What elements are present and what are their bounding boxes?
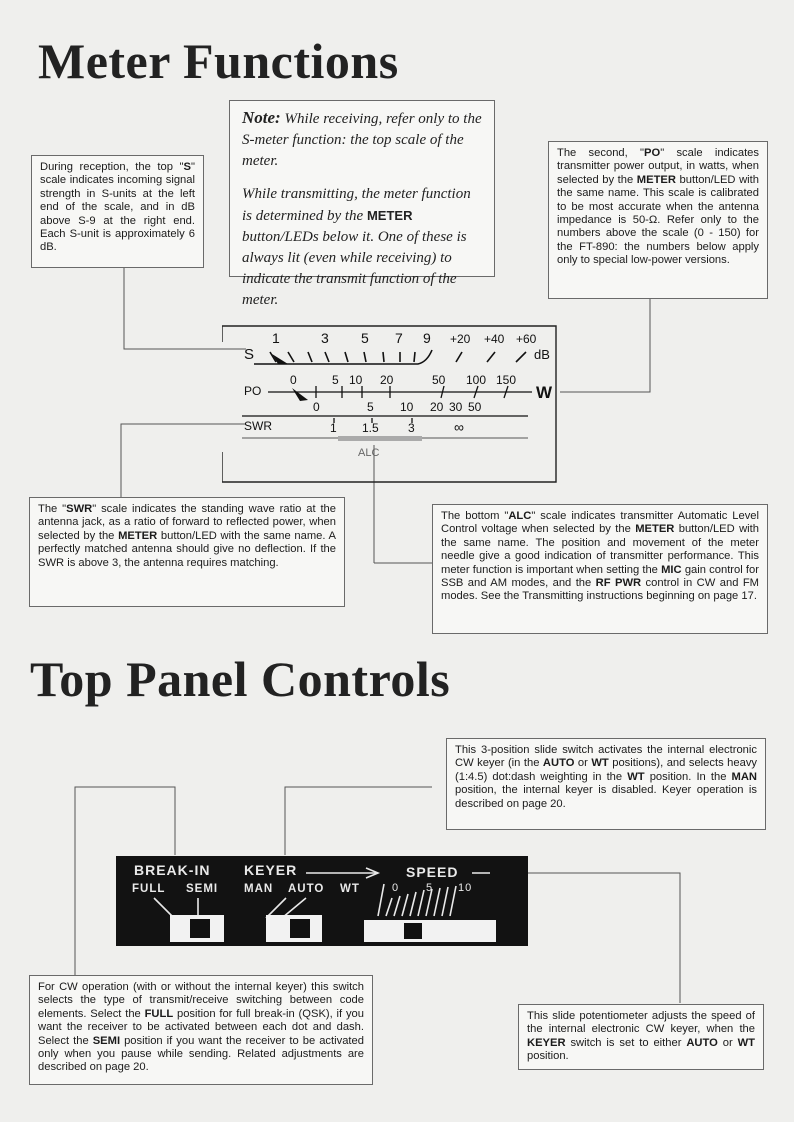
swr-tick-inf: ∞ xyxy=(454,419,464,435)
keyer-wt-label: WT xyxy=(340,883,360,895)
keyer-box-e: position, the internal keyer is disabled. Keyer operation is described on page 20. xyxy=(455,784,757,810)
swr-box-b: " scale indicates the standing wave ratio at the antenna jack, as a ratio of forward to reflected power, when selected by the xyxy=(38,503,336,542)
s-box-s: S xyxy=(183,161,192,173)
breakin-box-a: For CW operation (with or without the internal keyer) this switch selects the type of transmit/receive switching between code elements. Select the xyxy=(38,981,364,1020)
s-tick-p20: +20 xyxy=(450,332,471,346)
po-low-30: 30 xyxy=(449,400,463,414)
top-panel-controls-title: Top Panel Controls xyxy=(30,651,451,707)
s-tick-3: 3 xyxy=(321,330,329,346)
po-box-text-b: " scale indicates transmitter power output, in watts, when selected by the xyxy=(557,147,759,186)
s-tick-1: 1 xyxy=(272,330,280,346)
speed-box-wt: WT xyxy=(737,1036,755,1049)
po-low-0: 0 xyxy=(313,400,320,414)
po-low-50: 50 xyxy=(468,400,482,414)
alc-box-rfpwr: RF PWR xyxy=(595,577,642,590)
po-up-20: 20 xyxy=(380,373,394,387)
po-up-0: 0 xyxy=(290,373,297,387)
speed-10-label: 10 xyxy=(458,882,473,894)
s-box-text-b: " scale indicates incoming signal strength in S-units at the left end of the scale, and in dB above S-9 at the right end. Each S-unit is approximately 6 dB. xyxy=(40,161,195,254)
speed-box-a: This slide potentiometer adjusts the speed of the internal electronic CW keyer, when the xyxy=(527,1010,755,1036)
alc-box-a: The bottom " xyxy=(441,510,509,522)
swr-scale-label: SWR xyxy=(244,419,272,433)
speed-box-keyer: KEYER xyxy=(527,1036,566,1049)
swr-box-swr: SWR xyxy=(66,503,93,515)
s-tick-p40: +40 xyxy=(484,332,505,346)
alc-box-mic: MIC xyxy=(661,563,682,576)
alc-box-e: control in CW and FM modes. See the Transmitting instructions beginning on page 17. xyxy=(441,577,759,603)
keyer-auto-label: AUTO xyxy=(288,883,325,895)
alc-box-c: button/LED with the same name. The position and movement of the meter needle give a good indication of transmitter performance. This meter function is important when setting the xyxy=(441,523,759,576)
meter-functions-title: Meter Functions xyxy=(38,33,399,89)
top-control-panel xyxy=(116,856,528,946)
speed-box-d: position. xyxy=(527,1050,569,1063)
po-box-po: PO xyxy=(644,147,661,159)
speed-box xyxy=(518,1004,764,1070)
po-box-meter: METER xyxy=(636,173,676,186)
note-meter-word: METER xyxy=(366,208,413,223)
swr-box-meter: METER xyxy=(118,529,158,542)
keyer-box-wt2: WT xyxy=(627,770,645,783)
breakin-box-semi: SEMI xyxy=(92,1034,121,1047)
breakin-switch-knob[interactable] xyxy=(190,919,210,938)
speed-box-auto: AUTO xyxy=(686,1036,718,1049)
alc-scale-box xyxy=(432,504,768,634)
alc-box-b: " scale indicates transmitter Automatic Level Control voltage when selected by the xyxy=(441,510,760,536)
alc-zone-bar xyxy=(338,436,422,441)
note-para2-b: button/LEDs below it. One of these is always lit (even while receiving) to indicate the transmit function of the meter. xyxy=(242,229,467,308)
note-lead: Note: xyxy=(242,108,281,127)
po-box-text-c: button/LED with the same name. This scale is calibrated to be most accurate when the antenna impedance is 50-Ω. Refer only to the numbers above the scale (0 - 150) for the FT-890: the numbers below apply only to special low-power versions. xyxy=(557,173,759,267)
keyer-box-c: positions), and selects heavy (1:4.5) dot:dash weighting in the xyxy=(455,757,758,783)
db-label: dB xyxy=(534,347,550,362)
breakin-box-c: position if you want the receiver to be activated only when you pause while sending. Related adjustments are described on page 20. xyxy=(38,1034,364,1074)
po-up-10: 10 xyxy=(349,373,363,387)
speed-box-b: switch is set to either xyxy=(565,1036,687,1049)
breakin-box-full: FULL xyxy=(144,1007,174,1020)
s-tick-7: 7 xyxy=(395,330,403,346)
breakin-label: BREAK-IN xyxy=(134,862,211,878)
po-low-10: 10 xyxy=(400,400,414,414)
po-up-150: 150 xyxy=(496,373,517,387)
po-up-100: 100 xyxy=(466,373,487,387)
alc-scale-label: ALC xyxy=(358,447,380,459)
s-tick-p60: +60 xyxy=(516,332,537,346)
swr-scale-box xyxy=(29,497,345,607)
po-up-5: 5 xyxy=(332,373,339,387)
alc-box-d: gain control for SSB and AM modes, and the xyxy=(441,563,759,590)
speed-box-c: or xyxy=(717,1036,738,1049)
watts-label: W xyxy=(536,383,553,402)
breakin-box-b: position for full break-in (QSK), if you want the receiver to be activated between each dot and dash. Select the xyxy=(38,1007,364,1047)
breakin-box xyxy=(29,975,373,1085)
alc-box-meter: METER xyxy=(635,523,675,536)
po-scale-box xyxy=(548,141,768,299)
s-tick-5: 5 xyxy=(361,330,369,346)
breakin-full-label: FULL xyxy=(132,883,166,895)
s-scale-label: S xyxy=(244,346,255,363)
keyer-box xyxy=(446,738,766,830)
keyer-box-a: This 3-position slide switch activates the internal electronic CW keyer (in the xyxy=(455,744,757,770)
speed-slider-knob[interactable] xyxy=(404,923,422,939)
keyer-man-label: MAN xyxy=(244,883,274,895)
keyer-box-auto: AUTO xyxy=(542,757,575,770)
swr-box-c: button/LED with the same name. A perfectly matched antenna should give no deflection. If the SWR is above 3, the antenna requires matching. xyxy=(38,529,336,569)
po-up-50: 50 xyxy=(432,373,446,387)
meter-face xyxy=(222,322,564,486)
speed-slider[interactable] xyxy=(364,920,496,942)
keyer-label: KEYER xyxy=(244,862,298,878)
keyer-box-b: or xyxy=(574,757,592,770)
s-tick-9: 9 xyxy=(423,330,431,346)
keyer-box-d: position. In the xyxy=(644,770,732,783)
po-scale-label: PO xyxy=(244,384,262,398)
note-para1: While receiving, refer only to the S-meter function: the top scale of the meter. xyxy=(242,111,482,169)
breakin-semi-label: SEMI xyxy=(186,883,219,895)
s-box-text-a: During reception, the top " xyxy=(40,161,184,173)
keyer-box-man: MAN xyxy=(731,770,757,783)
po-low-5: 5 xyxy=(367,400,374,414)
note-box xyxy=(229,100,495,308)
note-para2-a: While transmitting, the meter function is determined by the xyxy=(242,186,471,224)
swr-tick-1: 1 xyxy=(330,421,337,435)
po-low-20: 20 xyxy=(430,400,444,414)
alc-box-alc: ALC xyxy=(508,510,532,522)
speed-0-label: 0 xyxy=(392,882,400,894)
swr-tick-3: 3 xyxy=(408,421,415,435)
keyer-switch-knob[interactable] xyxy=(290,919,310,938)
speed-label: SPEED xyxy=(406,864,459,880)
po-box-text-a: The second, " xyxy=(557,147,645,159)
s-scale-box xyxy=(31,155,204,268)
keyer-box-wt: WT xyxy=(591,757,609,770)
swr-tick-1-5: 1.5 xyxy=(362,421,379,435)
swr-box-a: The " xyxy=(38,503,67,515)
po-needle-mark xyxy=(292,388,308,401)
speed-5-label: 5 xyxy=(426,882,434,894)
